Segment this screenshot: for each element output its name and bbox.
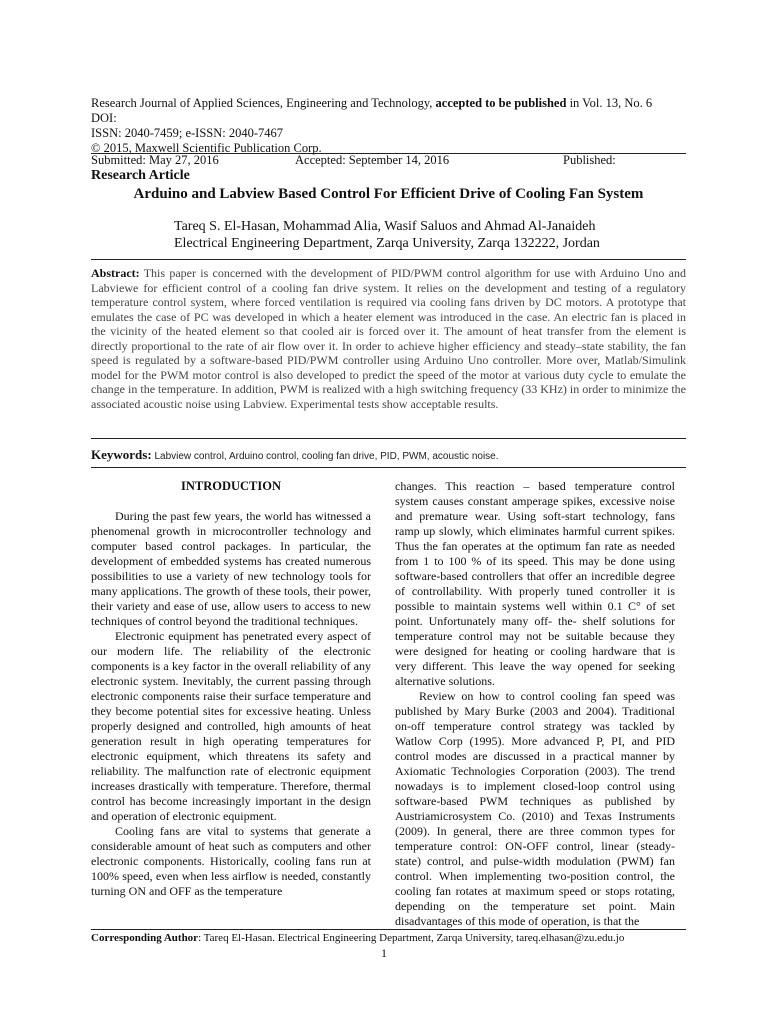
section-heading: INTRODUCTION [180,479,281,493]
journal-header [91,96,691,156]
copyright-line: © 2015, Maxwell Scientific Publication Corp. [91,141,322,155]
abstract-top-rule [91,259,686,260]
abstract-bottom-rule [91,438,686,439]
journal-line: Research Journal of Applied Sciences, Engineering and Technology, accepted to be published in Vol. 13, No. 6 [91,96,653,110]
paper-title: Arduino and Labview Based Control For Efficient Drive of Cooling Fan System [133,186,644,202]
submitted-date: Submitted: May 27, 2016 [91,153,219,167]
abstract [91,266,686,411]
author-block [174,218,600,252]
keywords-label: Keywords: [91,447,152,462]
keywords-text: Labview control, Arduino control, cooling fan drive, PID, PWM, acoustic noise. [151,451,499,462]
corresponding-author-text: : Tareq El-Hasan. Electrical Engineering Department, Zarqa University, tareq.elhasan@zu.edu.jo [198,932,625,944]
keywords-rule [91,467,686,468]
article-type: Research Article [91,168,190,183]
issn-line: ISSN: 2040-7459; e-ISSN: 2040-7467 [91,126,284,140]
footer-rule [91,929,686,930]
paragraph: Review on how to control cooling fan speed was published by Mary Burke (2003 and 2004). Traditional on-off temperature control strategy was tackled by Watlow Corp (1995). More advanced P, PI, and PID control modes are discussed in a practical manner by Axiomatic Technologies Corporation (2003). The trend nowadays is to implement closed-loop control using software-based PWM techniques as published by Austriamicrosystem Co. (2010) and Texas Instruments (2009). In general, there are three common types for temperature control: ON-OFF control, linear (steady-state) control, and pulse-width modulation (PWM) fan control. When implementing two-position control, the cooling fan rotates at maximum speed or stops rotating, depending on the temperature set point. Main disadvantages of this mode of operation, is that the [395,689,675,928]
corresponding-author [91,932,686,944]
paragraph: Electronic equipment has penetrated every aspect of our modern life. The reliability of the electronic components is a key factor in the overall reliability of any electronic system. Inevitably, the current passing through electronic components raise their surface temperature and they become potential sites for excessive heating. Unless properly designed and controlled, high amounts of heat generation result in high operating temperatures for electronic equipment, which threatens its safety and reliability. The malfunction rate of electronic equipment increases drastically with temperature. Therefore, thermal control has become increasingly important in the design and operation of electronic equipment. [91,629,371,823]
accepted-date: Accepted: September 14, 2016 [295,153,450,167]
abstract-text: This paper is concerned with the development of PID/PWM control algorithm for use with Arduino Uno and Labviewe for efficient control of a cooling fan drive system. It relies on the development and testing of a regulatory temperature control system, where forced ventilation is required via cooling fans driven by DC motors. A prototype that emulates the case of PC was developed in which a heater element was introduced in the case. An electric fan is placed in the vicinity of the heated element so that cooled air is forced over it. The amount of heat transfer from the element is directly proportional to the rate of air flow over it. In order to achieve higher efficiency and steady–state stability, the fan speed is regulated by a software-based PID/PWM controller using Arduino Uno controller. More over, Matlab/Simulink model for the PWM motor control is also developed to predict the speed of the motor at various duty cycle to emulate the change in the temperature. In addition, PWM is realized with a high switching frequency (33 KHz) in order to minimize the associated acoustic noise using Labview. Experimental tests show acceptable results. [91,266,686,411]
keywords [91,447,686,463]
affiliation: Electrical Engineering Department, Zarqa University, Zarqa 132222, Jordan [174,236,600,251]
page-number: 1 [381,946,387,960]
authors: Tareq S. El-Hasan, Mohammad Alia, Wasif Saluos and Ahmad Al-Janaideh [174,219,596,234]
corresponding-author-label: Corresponding Author [91,932,199,944]
paragraph: During the past few years, the world has witnessed a phenomenal growth in microcontroller technology and computer based control packages. In particular, the development of embedded systems has created numerous possibilities to use a variety of new technology tools for many applications. The growth of these tools, their power, their variety and ease of use, allow users to access to new techniques of control beyond the traditional techniques. [91,509,371,628]
published-date: Published: [563,153,616,167]
left-column [91,479,371,899]
paragraph: changes. This reaction – based temperature control system causes constant amperage spikes, excessive noise and premature wear. Using soft-start technology, fans ramp up slowly, which eliminates harmful current spikes. Thus the fan operates at the optimum fan rate as needed from 1 to 100 % of its speed. This may be done using software-based controllers that offer an incredible degree of controllability. With properly tuned controller it is possible to maintain systems well within 0.1 C° of set point. Unfortunately many off- the- shelf solutions for temperature control may not be suitable because they were designed for heating or cooling hardware that is very different. This leave the way opened for seeking alternative solutions. [395,479,675,688]
abstract-label: Abstract: [91,266,140,280]
doi-line: DOI: [91,111,117,125]
right-column [395,479,675,929]
paragraph: Cooling fans are vital to systems that generate a considerable amount of heat such as computers and other electronic components. Historically, cooling fans run at 100% speed, even when less airflow is needed, constantly turning ON and OFF as the temperature [91,824,371,898]
